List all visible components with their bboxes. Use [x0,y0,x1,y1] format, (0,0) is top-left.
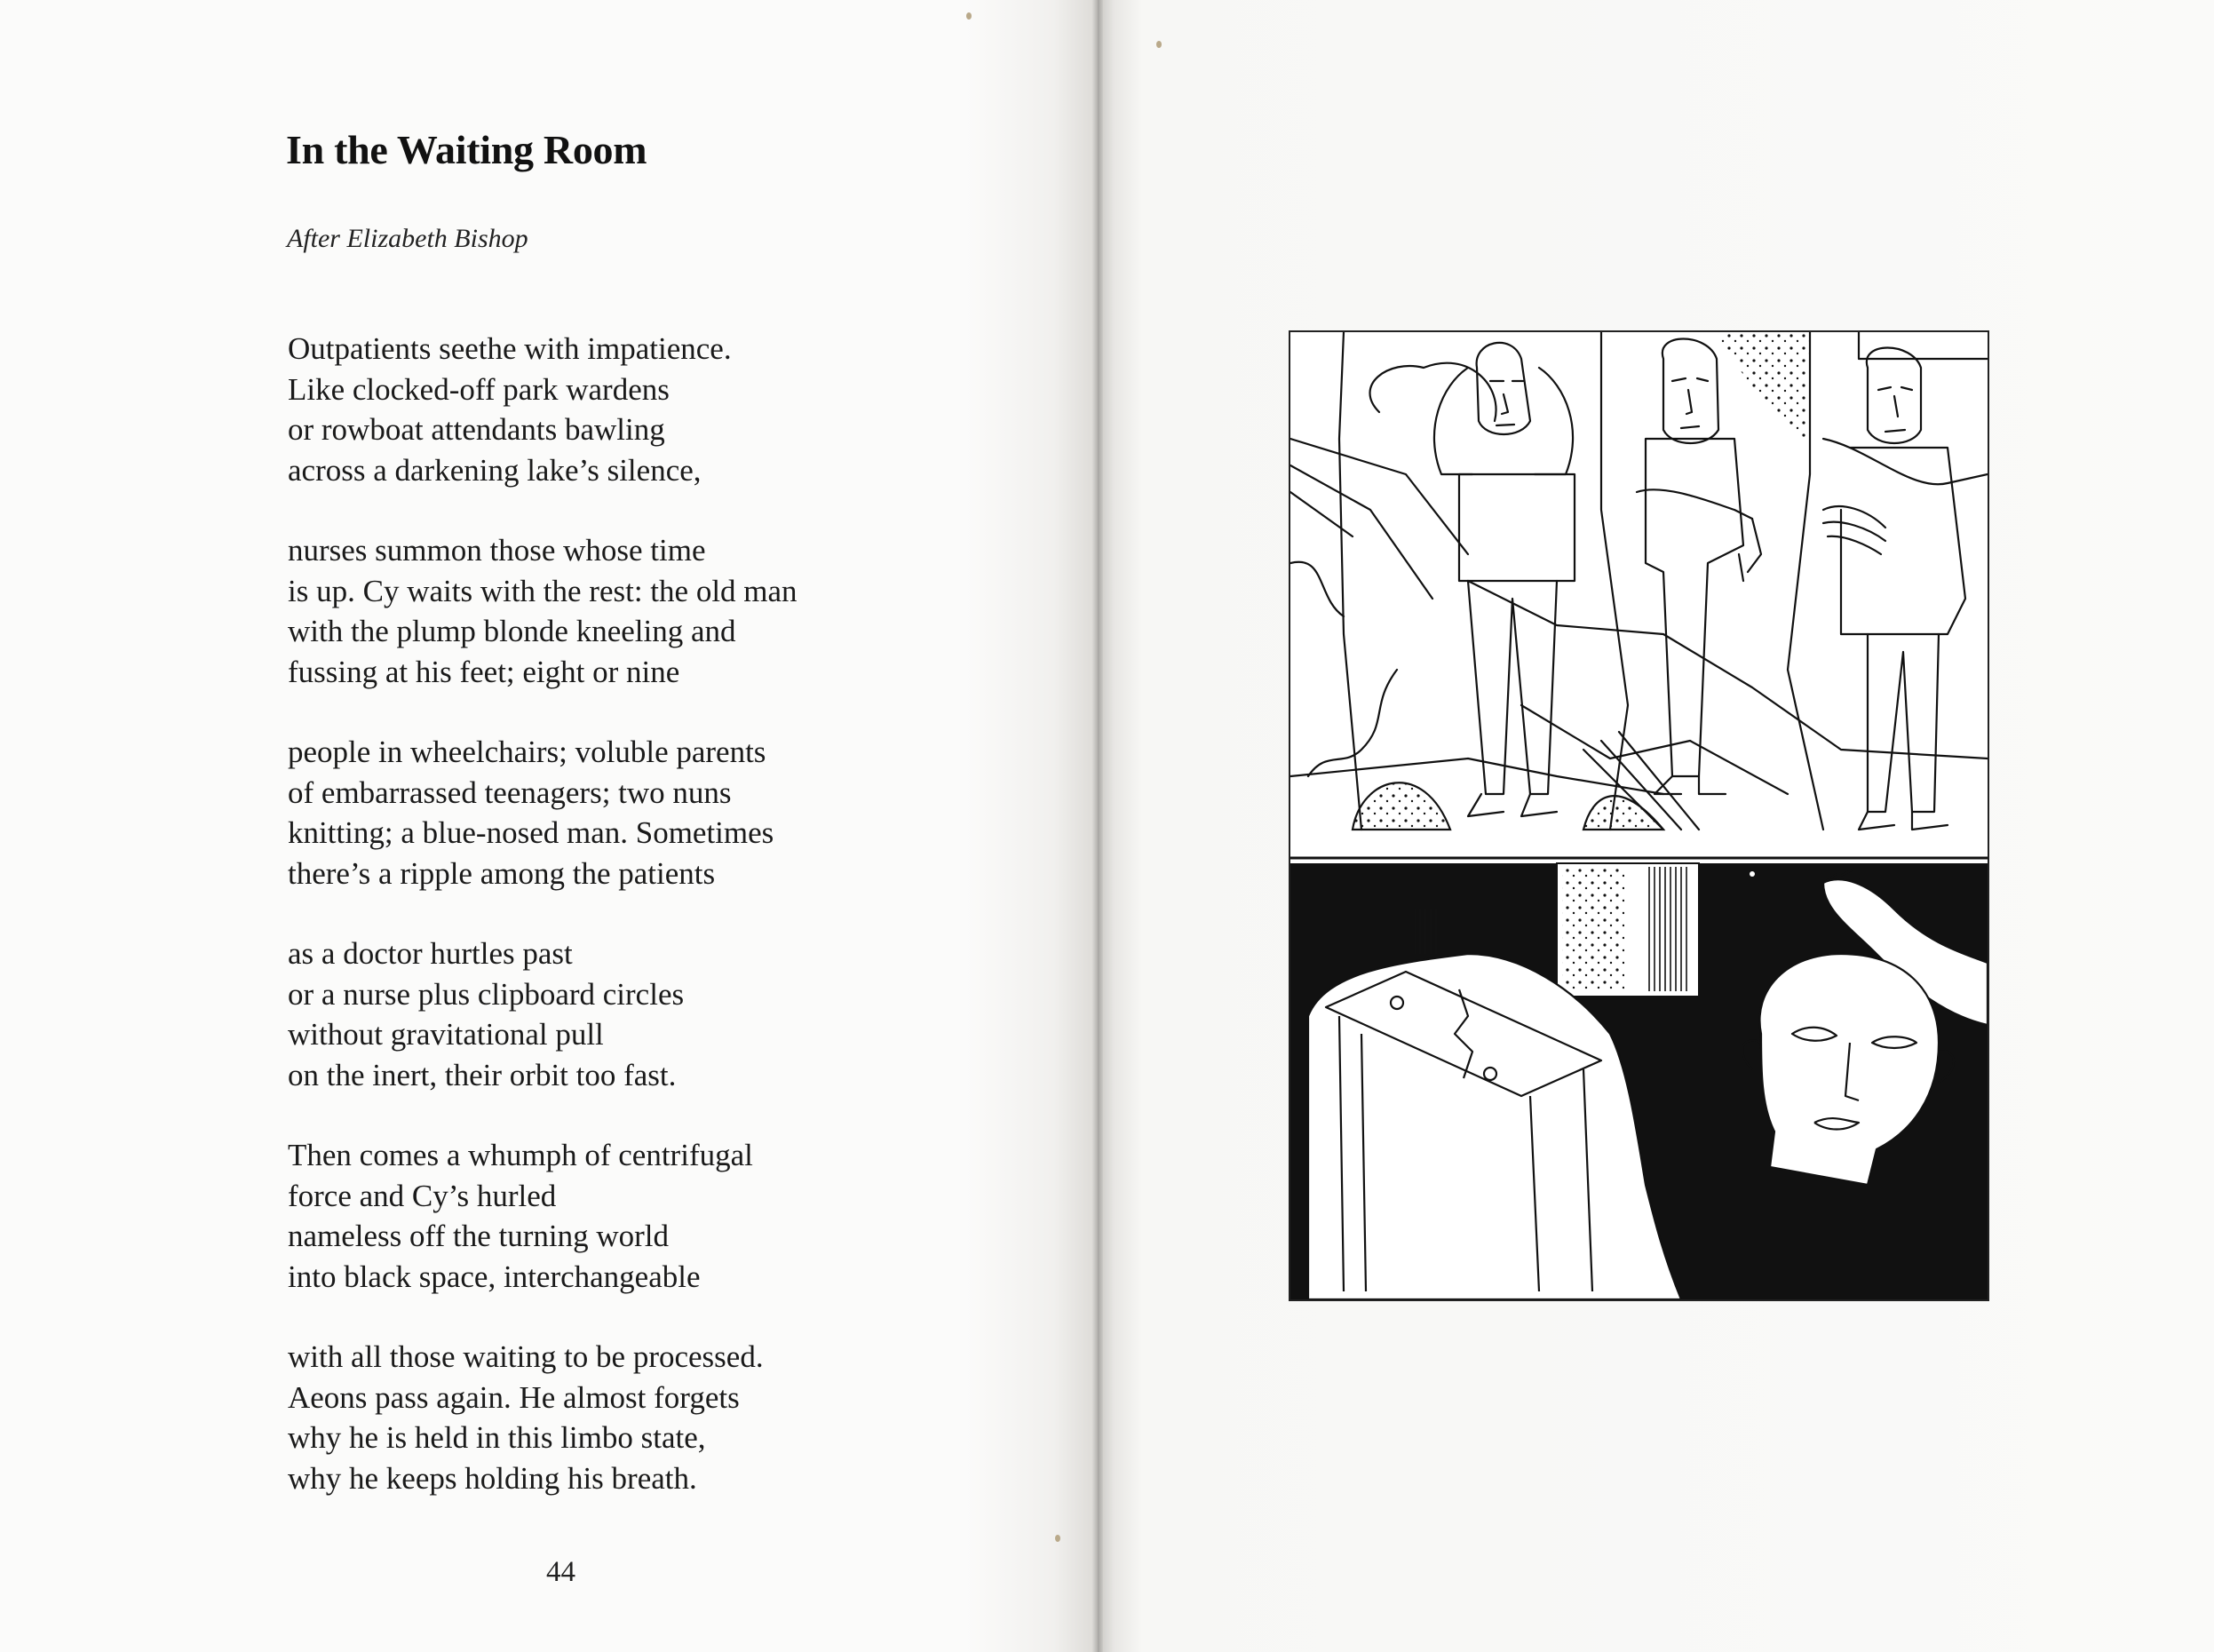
poem-line: on the inert, their orbit too fast. [288,1057,677,1092]
poem-line: with the plump blonde kneeling and [288,614,736,648]
poem-line: there’s a ripple among the patients [288,855,716,891]
poem-line: knitting; a blue-nosed man. Sometimes [288,815,774,850]
stanza [288,732,998,894]
poem-line: Aeons pass again. He almost forgets [288,1379,740,1415]
page-number: 44 [546,1556,575,1588]
poem-line: Like clocked-off park wardens [288,371,670,407]
line-drawing-illustration [1289,330,1989,1301]
poem-line: into black space, interchangeable [288,1259,701,1294]
poem-line: why he is held in this limbo state, [288,1420,706,1455]
poem-line: without gravitational pull [288,1017,604,1052]
figure-arms-crossed [1637,339,1761,795]
paper-speck [1055,1535,1060,1542]
illustration-svg [1290,332,1988,1299]
figure-old-man [1823,348,1965,830]
poem-line: of embarrassed teenagers; two nuns [288,774,732,810]
stanza [288,329,998,490]
book-gutter [1092,0,1103,1652]
poem-line: nameless off the turning world [288,1219,669,1253]
poem-body [288,329,998,1538]
poem-line: Then comes a whumph of centrifugal [288,1138,753,1172]
left-page [0,0,1098,1652]
poem-line: as a doctor hurtles past [288,936,573,971]
stanza [288,530,998,692]
poem-title: In the Waiting Room [286,127,647,172]
poem-line: force and Cy’s hurled [288,1178,557,1213]
poem-line: fussing at his feet; eight or nine [288,654,680,689]
poem-line: across a darkening lake’s silence, [288,452,702,488]
stanza [288,933,998,1095]
stanza [288,1135,998,1297]
poem-line: with all those waiting to be processed. [288,1339,764,1374]
poem-line: people in wheelchairs; voluble parents [288,735,766,769]
poem-line: or a nurse plus clipboard circles [288,976,685,1012]
dotted-doorway [1557,863,1699,997]
paper-speck [966,12,972,20]
poem-line: is up. Cy waits with the rest: the old man [288,573,798,608]
poem-line: Outpatients seethe with impatience. [288,331,732,366]
poem-line: why he keeps holding his breath. [288,1460,697,1496]
poem-line: nurses summon those whose time [288,533,706,568]
figure-hands-on-head [1434,343,1575,816]
poem-line: or rowboat attendants bawling [288,412,665,447]
poem-dedication: After Elizabeth Bishop [287,224,528,253]
paper-speck [1156,41,1162,48]
stanza [288,1337,998,1498]
